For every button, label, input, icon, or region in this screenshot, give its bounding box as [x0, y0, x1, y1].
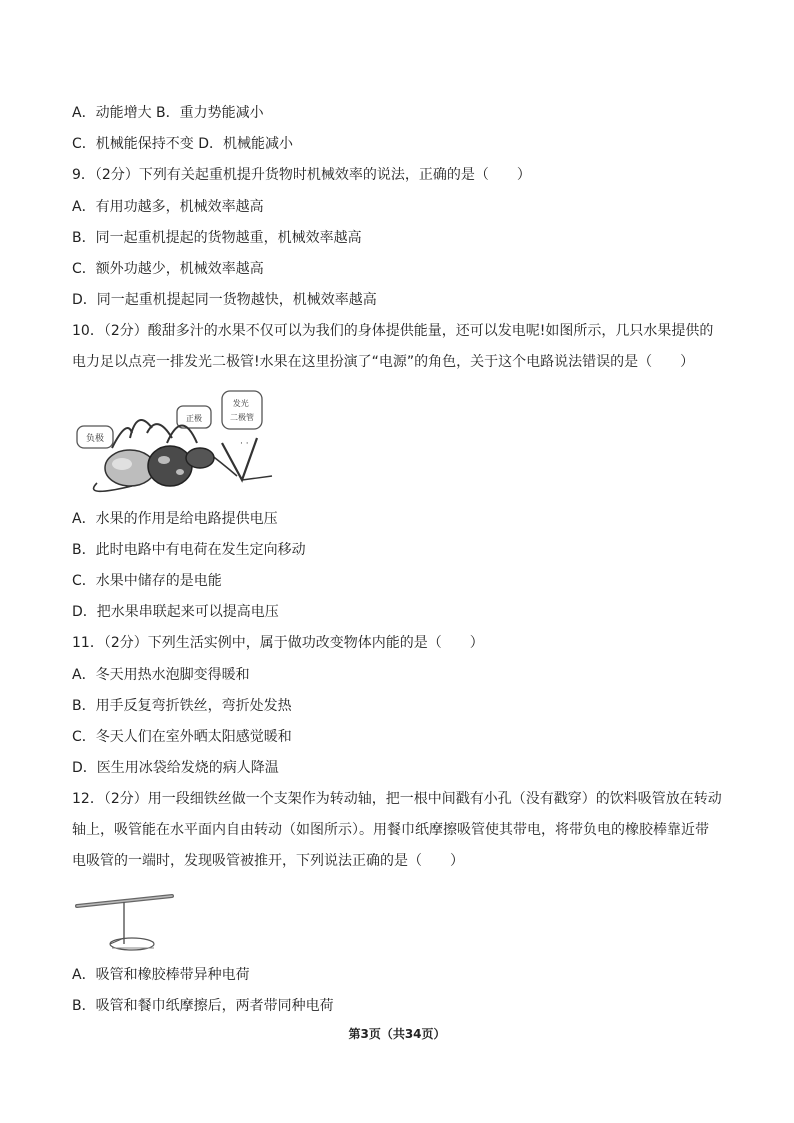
option-12b: B．吸管和餐巾纸摩擦后，两者带同种电荷: [72, 998, 334, 1014]
label-positive: 正极: [186, 414, 202, 423]
question-11: 11．（2分）下列生活实例中，属于做功改变物体内能的是（ ）: [72, 635, 484, 651]
option-11a: A．冬天用热水泡脚变得暖和: [72, 667, 250, 683]
option-11d: D．医生用冰袋给发烧的病人降温: [72, 760, 279, 776]
fruit-battery-illustration: [72, 388, 282, 496]
option-11c: C．冬天人们在室外晒太阳感觉暖和: [72, 729, 292, 745]
page-footer: 第3页（共34页）: [348, 1027, 446, 1041]
svg-text:· ·: · ·: [240, 439, 249, 449]
option-10b: B．此时电路中有电荷在发生定向移动: [72, 542, 306, 558]
option-12a: A．吸管和橡胶棒带异种电荷: [72, 967, 250, 983]
label-negative: 负极: [85, 434, 105, 444]
option-9d: D．同一起重机提起同一货物越快，机械效率越高: [72, 292, 377, 308]
option-10a: A．水果的作用是给电路提供电压: [72, 511, 278, 527]
option-9b: B．同一起重机提起的货物越重，机械效率越高: [72, 230, 362, 246]
label-led: 发光 二极管: [230, 399, 254, 422]
option-9c: C．额外功越少，机械效率越高: [72, 261, 264, 277]
option-10c: C．水果中储存的是电能: [72, 573, 222, 589]
option-9a: A．有用功越多，机械效率越高: [72, 199, 264, 215]
straw-pivot-figure: [72, 886, 182, 952]
straw-pivot-illustration: [72, 886, 182, 952]
question-10-line2: 电力足以点亮一排发光二极管!水果在这里扮演了“电源”的角色，关于这个电路说法错误的是（ ）: [72, 354, 695, 370]
question-12-line1: 12．（2分）用一段细铁丝做一个支架作为转动轴，把一根中间戳有小孔（没有戳穿）的饮料吸管放在转动: [72, 791, 722, 807]
question-12-line2: 轴上，吸管能在水平面内自由转动（如图所示）。用餐巾纸摩擦吸管使其带电，将带负电的橡胶棒靠近带: [72, 822, 709, 838]
question-12-line3: 电吸管的一端时，发现吸管被推开，下列说法正确的是（ ）: [72, 853, 464, 869]
option-10d: D．把水果串联起来可以提高电压: [72, 604, 279, 620]
question-10-line1: 10．（2分）酸甜多汁的水果不仅可以为我们的身体提供能量，还可以发电呢!如图所示，几只水果提供的: [72, 323, 714, 339]
option-8c-8d: C．机械能保持不变 D．机械能减小: [72, 136, 294, 152]
question-9: 9．（2分）下列有关起重机提升货物时机械效率的说法，正确的是（ ）: [72, 167, 531, 183]
fruit-battery-figure: [72, 388, 282, 496]
option-11b: B．用手反复弯折铁丝，弯折处发热: [72, 698, 292, 714]
option-8a-8b: A．动能增大 B．重力势能减小: [72, 105, 264, 121]
